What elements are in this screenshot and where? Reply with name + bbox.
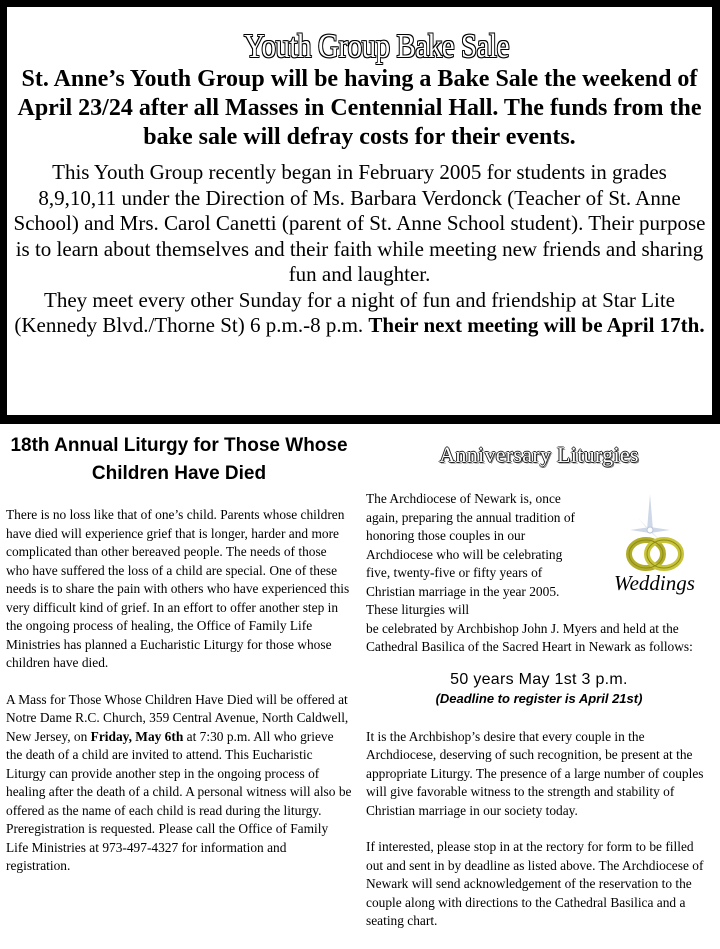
anniversary-para-3: If interested, please stop in at the rectory for form to be filled out and sent in by deadline as listed above. The Archdiocese of Newark will send acknowledgement of the reservation to the couple along with directions to the Cathedral Basilica and a seating chart.: [366, 839, 704, 928]
bake-sale-lead: St. Anne’s Youth Group will be having a Bake Sale the weekend of April 23/24 after all Masses in Centennial Hall. The funds from the bake sale will defray costs for their events.: [17, 66, 702, 150]
bake-sale-title: Youth Group Bake Sale: [243, 28, 510, 65]
bake-sale-meeting-text: They meet every other Sunday for a night of fun and friendship at Star Lite (Kennedy Blvd./Thorne St) 6 p.m.-8 p.m.: [14, 287, 675, 337]
anniversary-deadline: (Deadline to register is April 21st): [435, 690, 643, 706]
liturgy-date: Friday, May 6th: [90, 728, 184, 744]
anniversary-title: Anniversary Liturgies: [439, 442, 639, 467]
liturgy-para-2-start: A Mass for Those Whose Children Have Died will be offered at Notre Dame R.C. Church, 359 Central Avenue, North Caldwell, New Jersey, on: [6, 691, 349, 744]
liturgy-para-1: There is no loss like that of one’s child. Parents whose children have died will experience grief that is longer, harder and more complicated than other bereaved people. The needs of those who have suffered the loss of a child are special. One of these needs is to share the pain with others who have experienced this very difficult kind of grief. In an effort to offer another step in the ongoing process of healing, the Office of Family Life Ministries has planned a Eucharistic Liturgy for those whose children have died.: [6, 507, 350, 670]
anniversary-para-2: It is the Archbishop’s desire that every couple in the Archdiocese, deserving of such recognition, be present at the appropriate Liturgy. The presence of a large number of couples will give favorable witness to the strength and stability of Christian marriage in our society today.: [366, 728, 704, 818]
bake-sale-body-2: [11, 288, 708, 339]
liturgy-para-2-end: at 7:30 p.m. All who grieve the death of a child are invited to attend. This Eucharistic Liturgy can provide another step in the ongoing process of healing after the death of a child. A personal witness will also be offered as the name of each child is read during the liturgy. Preregistration is requested. Please call the Office of Family Life Ministries at 973-497-4327 for information and registration.: [6, 728, 352, 873]
bake-sale-box: [0, 0, 720, 424]
anniversary-column: [366, 432, 712, 949]
liturgy-para-2: [6, 691, 352, 876]
bake-sale-next-meeting: Their next meeting will be April 17th.: [368, 313, 705, 337]
liturgy-title: 18th Annual Liturgy for Those Whose Children Have Died: [10, 435, 348, 484]
liturgy-column: [6, 432, 352, 894]
anniversary-para-1-rest: be celebrated by Archbishop John J. Myers and held at the Cathedral Basilica of the Sacred Heart in Newark as follows:: [366, 620, 693, 654]
wedding-rings-icon: [602, 492, 712, 602]
wedding-logo-text: Weddings: [614, 571, 695, 595]
bake-sale-content: [7, 7, 712, 415]
bake-sale-body-1: This Youth Group recently began in February 2005 for students in grades 8,9,10,11 under the Direction of Ms. Barbara Verdonck (Teacher of St. Anne School) and Mrs. Carol Canetti (parent of St. Anne School student). Their purpose is to learn about themselves and their faith while meeting new friends and sharing fun and laughter.: [13, 160, 706, 286]
anniversary-dates: 50 years May 1st 3 p.m.: [450, 670, 628, 688]
anniversary-para-1-narrow: The Archdiocese of Newark is, once again, preparing the annual tradition of honoring those couples in our Archdiocese who will be celebrating five, twenty-five or fifty years of Christian marriage in the year 2005. These liturgies will: [366, 491, 575, 617]
